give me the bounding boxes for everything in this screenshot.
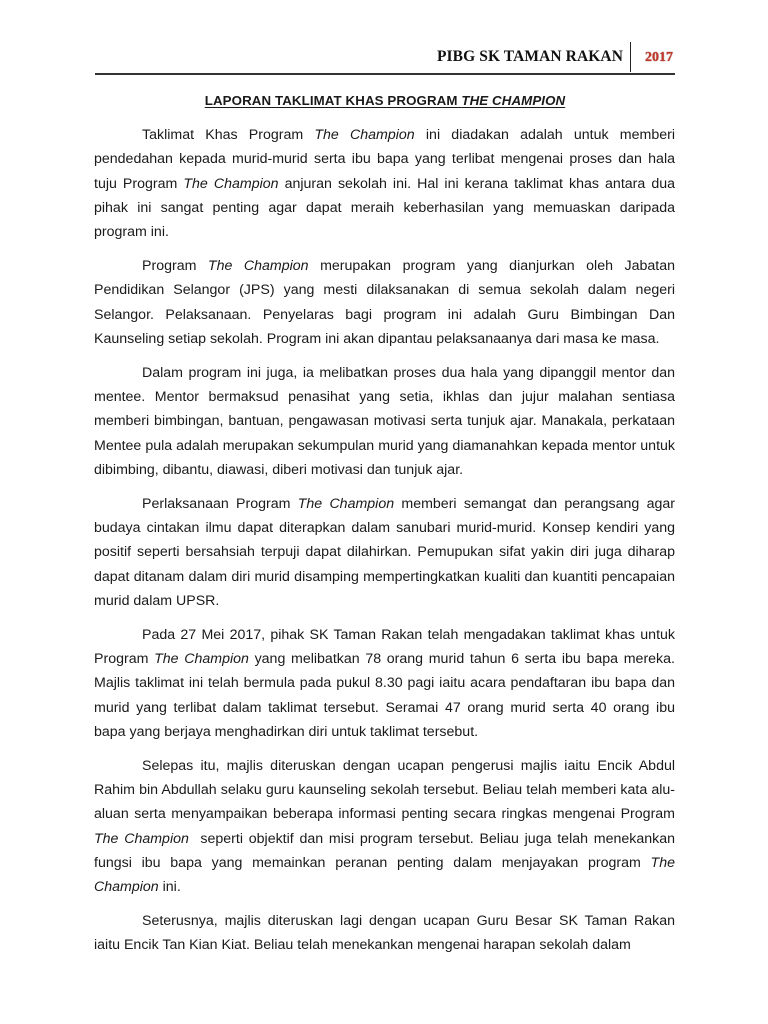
paragraph-text: memberi semangat dan perangsang agar budaya cintakan ilmu dapat diterapkan dalam sanubari murid-murid. Konsep kendiri yang positif seperti bersahsiah terpuji dapat dilahirkan. Pemupukan sifat yakin diri juga diharap dapat ditanam dalam diri murid disamping mempertingkatkan kualiti dan kuantiti pencapaian murid dalam UPSR. (94, 495, 675, 609)
report-title-text: LAPORAN TAKLIMAT KHAS PROGRAM (204, 93, 458, 108)
paragraph-text: merupakan program yang dianjurkan oleh Jabatan Pendidikan Selangor (JPS) yang mesti dilaksanakan di semua sekolah dalam negeri Selangor. Pelaksanaan. Penyelaras bagi program ini adalah Guru Bimbingan Dan Kaunseling setiap sekolah. Program ini akan dipantau pelaksanaanya dari masa ke masa. (94, 257, 675, 347)
program-name: The Champion (207, 257, 309, 274)
paragraph-text: ini diadakan adalah untuk memberi pendedahan kepada murid-murid serta ibu bapa yang terlibat mengenai proses dan hala tuju Program (94, 127, 675, 192)
program-name: The Champion (94, 830, 189, 847)
program-name: The Champion (314, 127, 415, 143)
program-name: The Champion (94, 854, 675, 896)
paragraph-text: yang melibatkan 78 orang murid tahun 6 serta ibu bapa mereka. Majlis taklimat ini telah bermula pada pukul 8.30 pagi iaitu acara pendaftaran ibu bapa dan murid yang terlibat dalam taklimat tersebut. Seramai 47 orang murid serta 40 orang ibu bapa yang berjaya menghadirkan diri untuk taklimat tersebut. (94, 650, 675, 740)
paragraph-text: Taklimat Khas Program (142, 127, 304, 143)
paragraph-text: ini. (162, 879, 181, 896)
page-header (95, 42, 675, 76)
paragraph-text: Pada 27 Mei 2017, pihak SK Taman Rakan telah mengadakan taklimat khas untuk Program (94, 626, 675, 667)
program-name: The Champion (183, 175, 279, 192)
paragraph-text: anjuran sekolah ini. Hal ini kerana taklimat khas antara dua pihak ini sangat penting agar dapat meraih keberhasilan yang memuaskan daripada program ini. (94, 175, 675, 241)
header-rule (95, 73, 675, 75)
report-body (94, 123, 675, 958)
paragraph-5 (94, 623, 675, 744)
paragraph-text: Dalam program ini juga, ia melibatkan proses dua hala yang dipanggil mentor dan mentee. Mentor bermaksud penasihat yang setia, ikhlas dan jujur malahan sentiasa memberi bimbingan, bantuan, pengawasan motivasi serta tunjuk ajar. Manakala, perkataan Mentee pula adalah merupakan sekumpulan murid yang diamanahkan kepada mentor untuk dibimbing, dibantu, diawasi, diberi motivasi dan tunjuk ajar. (94, 364, 675, 478)
header-divider (630, 42, 632, 72)
header-title: PIBG SK TAMAN RAKAN (436, 48, 623, 65)
paragraph-3 (94, 361, 675, 482)
program-name: The Champion (297, 495, 395, 512)
header-year: 2017 (645, 50, 673, 65)
report-title-program: THE CHAMPION (461, 93, 566, 108)
report-title (95, 93, 675, 108)
paragraph-7 (94, 909, 675, 958)
paragraph-text: seperti objektif dan misi program tersebut. Beliau juga telah menekankan fungsi ibu bapa yang memainkan peranan penting dalam menjayakan program (94, 830, 676, 871)
paragraph-text: Program (142, 257, 197, 274)
paragraph-text: Selepas itu, majlis diteruskan dengan ucapan pengerusi majlis iaitu Encik Abdul Rahim bin Abdullah selaku guru kaunseling sekolah tersebut. Beliau telah memberi kata alu-aluan serta menyampaikan beberapa informasi penting secara ringkas mengenai Program (94, 757, 675, 823)
paragraph-1 (94, 123, 675, 244)
paragraph-text: Seterusnya, majlis diteruskan lagi dengan ucapan Guru Besar SK Taman Rakan iaitu Encik Tan Kian Kiat. Beliau telah menekankan mengenai harapan sekolah dalam (94, 912, 675, 954)
paragraph-text: Perlaksanaan Program (142, 495, 291, 512)
paragraph-4 (94, 492, 675, 613)
paragraph-2 (94, 254, 675, 351)
paragraph-6 (94, 754, 675, 900)
program-name: The Champion (154, 650, 249, 667)
